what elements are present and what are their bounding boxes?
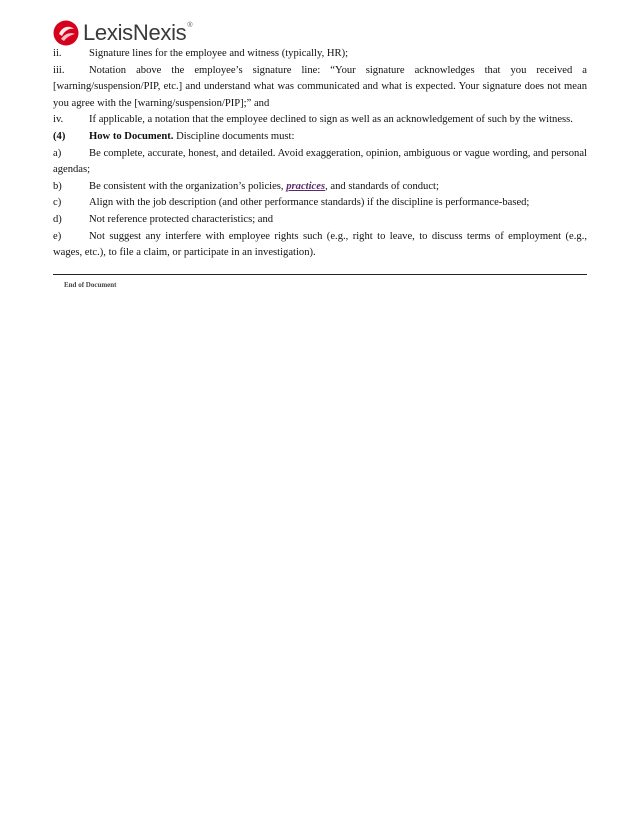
item-text: Align with the job description (and other performance standards) if the discipline is performance-based; xyxy=(89,197,530,209)
item-text: Signature lines for the employee and witness (typically, HR); xyxy=(89,48,349,59)
lexisnexis-logo-icon xyxy=(53,20,79,46)
document-body xyxy=(53,46,587,262)
list-item-iii xyxy=(53,63,587,113)
item-label: iii. xyxy=(53,64,65,76)
item-text: Notation above the employee’s signature line: “Your signature acknowledges that you received a [warning/suspension/PIP, etc.] and understand what was communicated and what is expected. Your signature does not mean you agree with the [warning/suspension/PIP];” and xyxy=(53,64,587,109)
item-text: Be complete, accurate, honest, and detailed. Avoid exaggeration, opinion, ambiguous or vague wording, and personal agendas; xyxy=(53,147,587,176)
practices-link[interactable]: practices xyxy=(286,180,326,192)
list-item-e xyxy=(53,229,587,262)
list-item-iv xyxy=(53,112,587,129)
item-label: a) xyxy=(53,147,62,159)
end-of-document: End of Document xyxy=(64,281,117,289)
item-label: b) xyxy=(53,180,62,192)
item-text-after: , and standards of conduct; xyxy=(325,180,439,192)
list-item-a xyxy=(53,146,587,179)
end-divider xyxy=(53,274,587,275)
item-label: d) xyxy=(53,213,62,225)
item-text: Not reference protected characteristics; and xyxy=(89,213,274,225)
item-label: iv. xyxy=(53,114,64,126)
section-intro: Discipline documents must: xyxy=(173,130,295,142)
item-text-before: Be consistent with the organization’s policies, xyxy=(89,180,287,192)
item-label: ii. xyxy=(53,48,62,59)
section-title: How to Document. xyxy=(89,130,174,142)
item-label: c) xyxy=(53,197,62,209)
lexisnexis-logo xyxy=(53,18,192,48)
list-item-ii xyxy=(53,46,587,63)
section-heading xyxy=(53,129,587,146)
item-label: e) xyxy=(53,230,62,242)
list-item-d xyxy=(53,212,587,229)
item-text: Not suggest any interfere with employee rights such (e.g., right to leave, to discuss terms of employment (e.g., wages, etc.), to file a claim, or participate in an investigation). xyxy=(53,230,587,259)
item-text: If applicable, a notation that the employee declined to sign as well as an acknowledgement of such by the witness. xyxy=(89,114,573,126)
list-item-b xyxy=(53,179,587,196)
logo-wordmark: LexisNexis® xyxy=(83,20,193,45)
section-label: (4) xyxy=(53,130,66,142)
list-item-c xyxy=(53,195,587,212)
